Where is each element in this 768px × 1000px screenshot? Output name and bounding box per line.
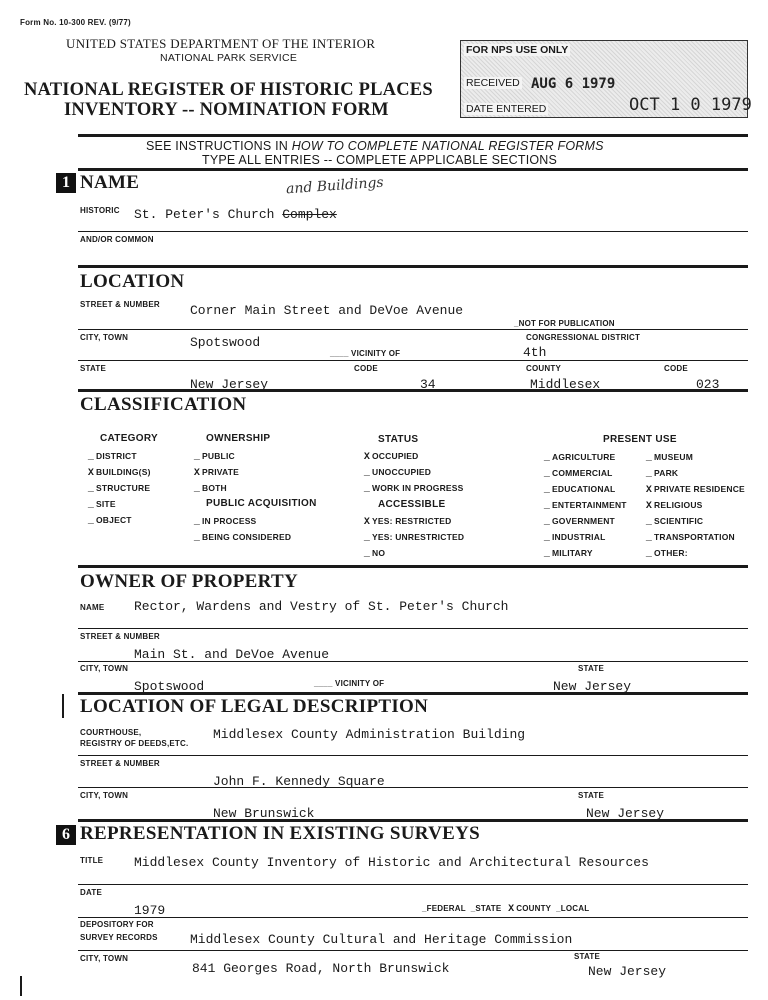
option-label: YES: UNRESTRICTED: [372, 532, 465, 542]
divider: [78, 329, 748, 330]
option-label: PARK: [654, 468, 679, 478]
public-acquisition-heading: PUBLIC ACQUISITION: [206, 498, 317, 509]
owner-city-label: CITY, TOWN: [80, 664, 129, 673]
option-mark: _: [193, 452, 201, 463]
county-code-value: 023: [696, 377, 720, 392]
received-stamp: AUG 6 1979: [531, 76, 616, 92]
instructions-line2: TYPE ALL ENTRIES -- COMPLETE APPLICABLE SECTIONS: [202, 153, 558, 167]
option-use-left: [542, 468, 613, 480]
section-number-badge: 6: [56, 825, 76, 845]
present-use-heading: PRESENT USE: [603, 434, 677, 445]
legal-street-label: STREET & NUMBER: [80, 759, 160, 768]
survey-city-value: 841 Georges Road, North Brunswick: [192, 961, 450, 976]
option-acquisition: [192, 516, 256, 528]
divider: [78, 917, 748, 918]
state-label: STATE: [80, 364, 107, 373]
ownership-heading: OWNERSHIP: [206, 433, 271, 444]
state-value: New Jersey: [190, 377, 269, 392]
option-mark: _: [543, 517, 551, 528]
divider: [78, 819, 748, 822]
option-use-left: [542, 548, 593, 560]
historic-value: St. Peter's Church Complex: [134, 207, 337, 222]
divider: [78, 755, 748, 756]
option-accessible: [362, 548, 385, 560]
owner-street-label: STREET & NUMBER: [80, 632, 160, 641]
option-mark: _: [193, 533, 201, 544]
option-label: IN PROCESS: [202, 516, 257, 526]
date-entered-label: DATE ENTERED: [466, 103, 547, 115]
form-title-line1: NATIONAL REGISTER OF HISTORIC PLACES: [24, 80, 433, 100]
section-heading-legal-description: LOCATION OF LEGAL DESCRIPTION: [80, 696, 429, 717]
legal-city-label: CITY, TOWN: [80, 791, 129, 800]
registry-label: REGISTRY OF DEEDS,ETC.: [80, 739, 189, 748]
legal-street-value: John F. Kennedy Square: [213, 774, 385, 789]
section-heading-owner: OWNER OF PROPERTY: [80, 571, 299, 592]
historic-label: HISTORIC: [80, 206, 120, 215]
option-label: STRUCTURE: [96, 483, 151, 493]
option-use-left: [542, 516, 615, 528]
option-use-left: [542, 484, 615, 496]
option-mark: X: [87, 468, 95, 479]
divider: [78, 661, 748, 662]
section-heading-name: NAME: [80, 172, 140, 193]
option-category: [86, 467, 151, 479]
option-mark: X: [363, 517, 371, 528]
option-ownership: [192, 483, 227, 495]
option-label: PRIVATE RESIDENCE: [654, 484, 745, 494]
option-label: YES: RESTRICTED: [372, 516, 452, 526]
owner-state-label: STATE: [578, 664, 605, 673]
option-label: OBJECT: [96, 515, 132, 525]
option-use-left: [542, 532, 605, 544]
option-mark: X: [645, 485, 653, 496]
option-category: [86, 515, 132, 527]
option-label: TRANSPORTATION: [654, 532, 735, 542]
option-mark: _: [543, 533, 551, 544]
legal-state-value: New Jersey: [586, 806, 665, 821]
divider: [78, 628, 748, 629]
option-mark: X: [193, 468, 201, 479]
congressional-label: CONGRESSIONAL DISTRICT: [526, 333, 641, 342]
option-status: [362, 451, 418, 463]
option-ownership: [192, 467, 239, 479]
option-mark: _: [363, 468, 371, 479]
section-heading-surveys: REPRESENTATION IN EXISTING SURVEYS: [80, 823, 481, 844]
option-mark: _: [543, 469, 551, 480]
option-category: [86, 483, 150, 495]
option-mark: _: [87, 516, 95, 527]
city-value: Spotswood: [190, 335, 261, 350]
section-number-badge: 1: [56, 173, 76, 193]
depository-value: Middlesex County Cultural and Heritage Commission: [190, 932, 573, 947]
option-label: COMMERCIAL: [552, 468, 613, 478]
depository-label: DEPOSITORY FOR: [80, 920, 154, 929]
nps-box-title: FOR NPS USE ONLY: [466, 44, 569, 56]
category-heading: CATEGORY: [100, 433, 158, 444]
option-accessible: [362, 516, 452, 528]
option-label: OTHER:: [654, 548, 688, 558]
option-mark: _: [645, 517, 653, 528]
legal-city-value: New Brunswick: [213, 806, 315, 821]
date-entered-stamp: OCT 1 0 1979: [629, 95, 752, 115]
divider: [78, 787, 748, 788]
option-mark: _: [87, 484, 95, 495]
option-label: UNOCCUPIED: [372, 467, 432, 477]
survey-date-label: DATE: [80, 888, 102, 897]
survey-city-label: CITY, TOWN: [80, 954, 129, 963]
state-code-value: 34: [420, 377, 436, 392]
courthouse-value: Middlesex County Administration Building: [213, 727, 526, 742]
owner-street-value: Main St. and DeVoe Avenue: [134, 647, 330, 662]
option-acquisition: [192, 532, 291, 544]
divider: [78, 134, 748, 137]
status-heading: STATUS: [378, 434, 419, 445]
department-name: UNITED STATES DEPARTMENT OF THE INTERIOR: [66, 36, 376, 51]
option-use-right: [644, 516, 703, 528]
option-label: GOVERNMENT: [552, 516, 615, 526]
survey-level-options: _FEDERAL _STATE X COUNTY _LOCAL: [422, 904, 590, 915]
code-label: CODE: [354, 364, 378, 373]
handwritten-annotation: and Buildings: [285, 174, 385, 198]
option-label: ENTERTAINMENT: [552, 500, 627, 510]
option-mark: X: [363, 452, 371, 463]
divider: [78, 565, 748, 568]
section-heading-location: LOCATION: [80, 271, 185, 292]
street-value: Corner Main Street and DeVoe Avenue: [190, 303, 464, 318]
survey-title-value: Middlesex County Inventory of Historic and Architectural Resources: [134, 855, 649, 870]
county-value: Middlesex: [530, 377, 601, 392]
divider: [78, 884, 748, 885]
option-label: SCIENTIFIC: [654, 516, 704, 526]
owner-name-value: Rector, Wardens and Vestry of St. Peter's Church: [134, 599, 509, 614]
option-mark: _: [543, 485, 551, 496]
option-use-left: [542, 500, 627, 512]
owner-city-value: Spotswood: [134, 679, 205, 694]
option-mark: _: [193, 484, 201, 495]
option-mark: _: [645, 469, 653, 480]
option-mark: _: [363, 549, 371, 560]
option-use-right: [644, 548, 688, 560]
option-label: MUSEUM: [654, 452, 693, 462]
owner-vicinity-label: ____ VICINITY OF: [314, 679, 385, 688]
divider: [78, 231, 748, 232]
option-label: AGRICULTURE: [552, 452, 616, 462]
section-heading-classification: CLASSIFICATION: [80, 394, 247, 415]
option-label: INDUSTRIAL: [552, 532, 606, 542]
form-title-line2: INVENTORY -- NOMINATION FORM: [64, 100, 389, 120]
option-label: NO: [372, 548, 386, 558]
option-mark: _: [87, 452, 95, 463]
option-mark: _: [645, 533, 653, 544]
option-mark: _: [363, 533, 371, 544]
city-label: CITY, TOWN: [80, 333, 129, 342]
option-label: EDUCATIONAL: [552, 484, 616, 494]
option-status: [362, 467, 431, 479]
common-name-label: AND/OR COMMON: [80, 235, 154, 244]
option-mark: _: [87, 500, 95, 511]
option-label: SITE: [96, 499, 116, 509]
option-mark: X: [645, 501, 653, 512]
option-category: [86, 451, 137, 463]
option-mark: _: [543, 453, 551, 464]
divider: [78, 389, 748, 392]
option-use-right: [644, 500, 703, 512]
option-use-right: [644, 484, 745, 496]
owner-name-label: NAME: [80, 603, 105, 612]
option-label: RELIGIOUS: [654, 500, 703, 510]
divider: [78, 265, 748, 268]
option-ownership: [192, 451, 235, 463]
congressional-value: 4th: [523, 345, 547, 360]
option-mark: _: [543, 501, 551, 512]
option-label: PUBLIC: [202, 451, 235, 461]
divider: [78, 950, 748, 951]
divider: [78, 168, 748, 171]
margin-mark: [62, 694, 64, 718]
option-mark: _: [543, 549, 551, 560]
option-mark: _: [645, 453, 653, 464]
survey-title-label: TITLE: [80, 856, 104, 865]
survey-records-label: SURVEY RECORDS: [80, 933, 158, 942]
divider: [78, 692, 748, 695]
option-label: MILITARY: [552, 548, 593, 558]
option-use-left: [542, 452, 615, 464]
service-name: NATIONAL PARK SERVICE: [160, 52, 298, 64]
instructions-line1: SEE INSTRUCTIONS IN HOW TO COMPLETE NATIONAL REGISTER FORMS: [146, 139, 604, 153]
vicinity-label: ____ VICINITY OF: [330, 349, 401, 358]
option-label: DISTRICT: [96, 451, 137, 461]
owner-state-value: New Jersey: [553, 679, 632, 694]
option-use-right: [644, 452, 693, 464]
survey-state-value: New Jersey: [588, 964, 667, 979]
option-use-right: [644, 532, 735, 544]
option-mark: _: [363, 484, 371, 495]
option-label: OCCUPIED: [372, 451, 419, 461]
survey-date-value: 1979: [134, 903, 166, 918]
divider: [78, 360, 748, 361]
survey-state-label: STATE: [574, 952, 601, 961]
option-category: [86, 499, 116, 511]
option-use-right: [644, 468, 678, 480]
option-label: BOTH: [202, 483, 227, 493]
option-accessible: [362, 532, 464, 544]
courthouse-label: COURTHOUSE,: [80, 728, 142, 737]
option-mark: _: [193, 517, 201, 528]
option-status: [362, 483, 464, 495]
received-label: RECEIVED: [466, 77, 520, 89]
not-for-publication-label: _NOT FOR PUBLICATION: [514, 319, 615, 328]
street-label: STREET & NUMBER: [80, 300, 160, 309]
legal-state-label: STATE: [578, 791, 605, 800]
accessible-heading: ACCESSIBLE: [378, 499, 446, 510]
margin-mark: [20, 976, 22, 996]
option-mark: _: [645, 549, 653, 560]
option-label: WORK IN PROGRESS: [372, 483, 464, 493]
county-code-label: CODE: [664, 364, 688, 373]
option-label: BEING CONSIDERED: [202, 532, 292, 542]
nps-use-box: [460, 40, 752, 118]
option-label: BUILDING(S): [96, 467, 151, 477]
option-label: PRIVATE: [202, 467, 239, 477]
county-label: COUNTY: [526, 364, 561, 373]
form-number: Form No. 10-300 REV. (9/77): [20, 18, 131, 27]
